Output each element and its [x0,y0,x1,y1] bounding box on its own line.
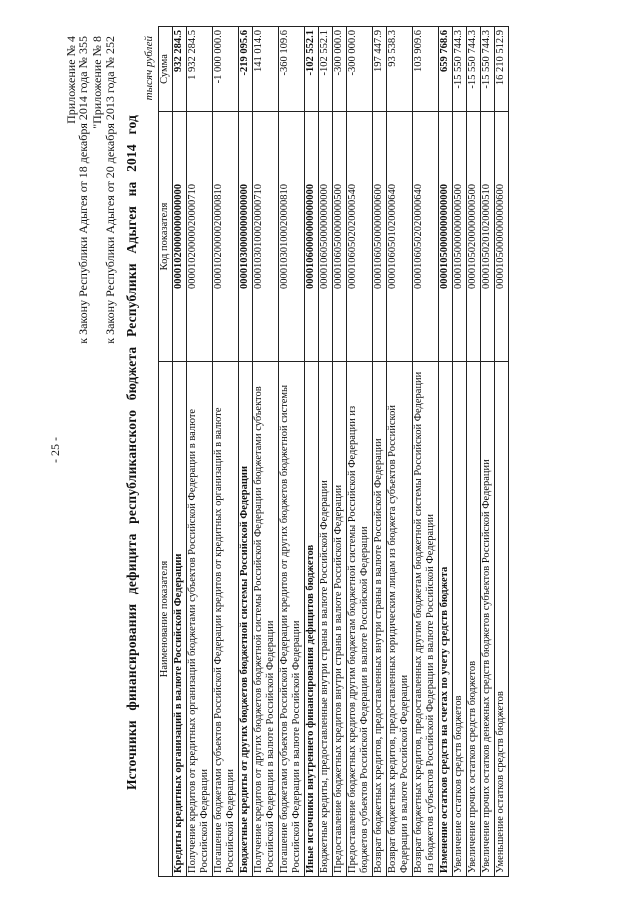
cell-code: 00001030000000000000 [239,112,253,362]
cell-name: Увеличение прочих остатков денежных средств бюджетов субъектов Российской Федерации [481,362,495,877]
units-label: тысяч рублей [143,36,155,101]
cell-name: Возврат бюджетных кредитов, предоставленных другим бюджетам бюджетной системы Российской Федерации из бюджетов субъектов Российской Федерации в валюте Российской Федерации [413,362,439,877]
cell-name: Получение кредитов от кредитных организаций бюджетами субъектов Российской Федерации в валюте Российской Федерации [187,362,213,877]
cell-code: 00001020000000000000 [173,112,187,362]
cell-code: 00001050000000000000 [439,112,453,362]
appendix-line-3: "Приложение № 8 [90,36,104,129]
table-row [279,27,305,877]
cell-code: 00001060501020000640 [387,112,413,362]
cell-code: 00001050000000000500 [453,112,467,362]
cell-sum: -15 550 744.3 [481,27,495,112]
table-row [333,27,347,877]
cell-code: 00001020000020000810 [213,112,239,362]
table-row [347,27,373,877]
table-row [373,27,387,877]
page-number: - 25 - [48,437,62,463]
cell-name: Предоставление бюджетных кредитов внутри страны в валюте Российской Федерации [333,362,347,877]
cell-sum: 1 932 284.5 [187,27,213,112]
cell-sum: 197 447.9 [373,27,387,112]
cell-sum: 141 014.0 [253,27,279,112]
cell-sum: 932 284.5 [173,27,187,112]
cell-code: 00001060500000000000 [319,112,333,362]
cell-name: Бюджетные кредиты, предоставленные внутри страны в валюте Российской Федерации [319,362,333,877]
cell-code: 00001060502020000640 [413,112,439,362]
table-row [239,27,253,877]
document-title: Источники финансирования дефицита республиканского бюджета Республики Адыгея на 2014 год [124,114,139,791]
cell-sum: -300 000.0 [347,27,373,112]
cell-sum: 659 768.6 [439,27,453,112]
table-row [187,27,213,877]
cell-sum: 93 538.3 [387,27,413,112]
cell-name: Уменьшение остатков средств бюджетов [495,362,509,877]
table-row [305,27,319,877]
cell-sum: -300 000.0 [333,27,347,112]
cell-sum: -360 109.6 [279,27,305,112]
cell-name: Увеличение остатков средств бюджетов [453,362,467,877]
cell-sum: -15 550 744.3 [453,27,467,112]
header-name: Наименование показателя [159,362,173,877]
cell-name: Возврат бюджетных кредитов, предоставленных юридическим лицам из бюджета субъектов Российской Федерации в валюте Российской Федерации [387,362,413,877]
cell-name: Получение кредитов от других бюджетов бюджетной системы Российской Федерации бюджетами субъектов Российской Федерации в валюте Российской Федерации [253,362,279,877]
table-row [213,27,239,877]
cell-name: Погашение бюджетами субъектов Российской Федерации кредитов от кредитных организаций в валюте Российской Федерации [213,362,239,877]
table-row [173,27,187,877]
cell-name: Возврат бюджетных кредитов, предоставленных внутри страны в валюте Российской Федерации [373,362,387,877]
table-row [253,27,279,877]
table-header-row [159,27,173,877]
table-row [319,27,333,877]
table-row [413,27,439,877]
cell-name: Предоставление бюджетных кредитов другим бюджетам бюджетной системы Российской Федерации из бюджетов субъектов Российской Федерации в валюте Российской Федерации [347,362,373,877]
header-code: Код показателя [159,112,173,362]
appendix-line-2: к Закону Республики Адыгея от 18 декабря 2014 года № 355 [76,36,90,344]
cell-sum: -102 552.1 [319,27,333,112]
header-sum: Сумма [159,27,173,112]
cell-name: Погашение бюджетами субъектов Российской Федерации кредитов от других бюджетов бюджетной системы Российской Федерации в валюте Российской Федерации [279,362,305,877]
cell-code: 00001060500000000600 [373,112,387,362]
cell-name: Иные источники внутреннего финансирования дефицитов бюджетов [305,362,319,877]
cell-sum: 103 909.6 [413,27,439,112]
cell-code: 00001030100020000810 [279,112,305,362]
cell-code: 00001050201020000510 [481,112,495,362]
cell-sum: -102 552.1 [305,27,319,112]
cell-name: Бюджетные кредиты от других бюджетов бюджетной системы Российской Федерации [239,362,253,877]
financing-table [158,26,509,877]
cell-name: Изменение остатков средств на счетах по учету средств бюджета [439,362,453,877]
table-row [481,27,495,877]
table-row [439,27,453,877]
cell-code: 00001030100020000710 [253,112,279,362]
appendix-line-1: Приложение № 4 [64,36,78,124]
table-row [387,27,413,877]
cell-name: Кредиты кредитных организаций в валюте Российской Федерации [173,362,187,877]
cell-code: 00001060000000000000 [305,112,319,362]
cell-code: 00001060500000000500 [333,112,347,362]
cell-code: 00001050200000000500 [467,112,481,362]
cell-code: 00001060502020000540 [347,112,373,362]
cell-code: 00001050000000000600 [495,112,509,362]
table-row [453,27,467,877]
cell-sum: -15 550 744.3 [467,27,481,112]
cell-sum: -1 000 000.0 [213,27,239,112]
cell-name: Увеличение прочих остатков средств бюджетов [467,362,481,877]
cell-sum: -219 095.6 [239,27,253,112]
cell-code: 00001020000020000710 [187,112,213,362]
table-row [467,27,481,877]
table-body [173,27,509,877]
cell-sum: 16 210 512.9 [495,27,509,112]
appendix-line-4: к Закону Республики Адыгея от 20 декабря 2013 года № 252 [103,36,117,344]
table-row [495,27,509,877]
